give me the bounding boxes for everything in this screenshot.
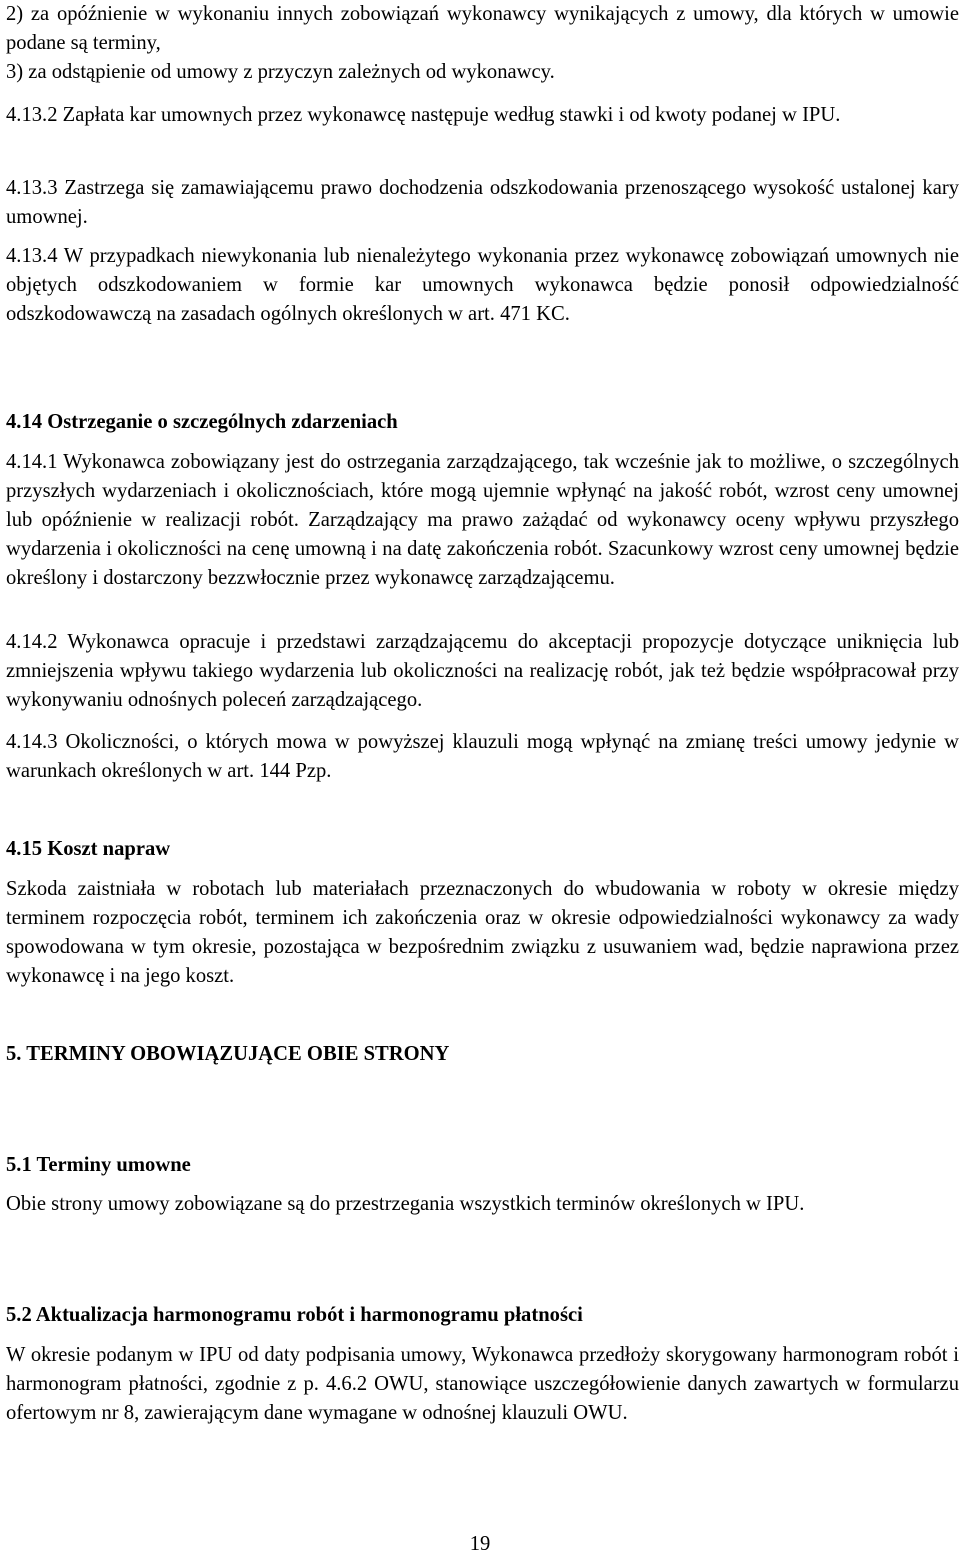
clause-4-14-3: 4.14.3 Okoliczności, o których mowa w powyższej klauzuli mogą wpłynąć na zmianę treści umowy jedynie w warunkach określonych w art. 144 Pzp. [6,731,959,782]
clause-4-13-4: 4.13.4 W przypadkach niewykonania lub nienależytego wykonania przez wykonawcę zobowiązań umownych nie objętych odszkodowaniem w formie kar umownych wykonawca będzie ponosił odpowiedzialność odszkodowawczą na zasadach ogólnych określonych w art. 471 KC. [6,245,959,325]
clause-4-13-2: 4.13.2 Zapłata kar umownych przez wykonawcę następuje według stawki i od kwoty podanej w IPU. [6,104,841,126]
section-heading-5-2: 5.2 Aktualizacja harmonogramu robót i harmonogramu płatności [6,1304,583,1326]
clause-4-14-2: 4.14.2 Wykonawca opracuje i przedstawi zarządzającemu do akceptacji propozycje dotyczące uniknięcia lub zmniejszenia wpływu takiego wydarzenia lub okoliczności na realizację robót, jak też będzie współpracował przy wykonywaniu odnośnych poleceń zarządzającego. [6,631,959,711]
clause-4-14-1: 4.14.1 Wykonawca zobowiązany jest do ostrzegania zarządzającego, tak wcześnie jak to możliwe, o szczególnych przyszłych wydarzeniach i okolicznościach, które mogą ujemnie wpłynąć na jakość robót, wzrost ceny umownej lub opóźnienie w realizacji robót. Zarządzający ma prawo zażądać od wykonawcy oceny wpływu przyszłego wydarzenia i okoliczności na cenę umowną i na datę zakończenia robót. Szacunkowy wzrost ceny umownej będzie określony i dostarczony bezzwłocznie przez wykonawcę zarządzającemu. [6,451,959,589]
page-number: 19 [469,1533,491,1555]
section-5-1-body: Obie strony umowy zobowiązane są do przestrzegania wszystkich terminów określonych w IPU. [6,1193,805,1215]
section-heading-5-1: 5.1 Terminy umowne [6,1154,191,1176]
section-heading-4-15: 4.15 Koszt napraw [6,838,171,860]
section-heading-4-14: 4.14 Ostrzeganie o szczególnych zdarzeniach [6,411,398,433]
chapter-heading-5: 5. TERMINY OBOWIĄZUJĄCE OBIE STRONY [6,1043,450,1065]
list-item-2: 2) za opóźnienie w wykonaniu innych zobowiązań wykonawcy wynikających z umowy, dla których w umowie podane są terminy, [6,3,959,54]
list-item-3: 3) za odstąpienie od umowy z przyczyn zależnych od wykonawcy. [6,61,555,83]
section-5-2-body: W okresie podanym w IPU od daty podpisania umowy, Wykonawca przedłoży skorygowany harmonogram robót i harmonogram płatności, zgodnie z p. 4.6.2 OWU, stanowiące uszczegółowienie danych zawartych w formularzu ofertowym nr 8, zawierającym dane wymagane w odnośnej klauzuli OWU. [6,1344,959,1424]
clause-4-13-3: 4.13.3 Zastrzega się zamawiającemu prawo dochodzenia odszkodowania przenoszącego wysokość ustalonej kary umownej. [6,177,959,228]
section-4-15-body: Szkoda zaistniała w robotach lub materiałach przeznaczonych do wbudowania w roboty w okresie między terminem rozpoczęcia robót, terminem ich zakończenia oraz w okresie odpowiedzialności wykonawcy za wady spowodowana w tym okresie, pozostająca w bezpośrednim związku z usuwaniem wad, będzie naprawiona przez wykonawcę i na jego koszt. [6,878,959,987]
